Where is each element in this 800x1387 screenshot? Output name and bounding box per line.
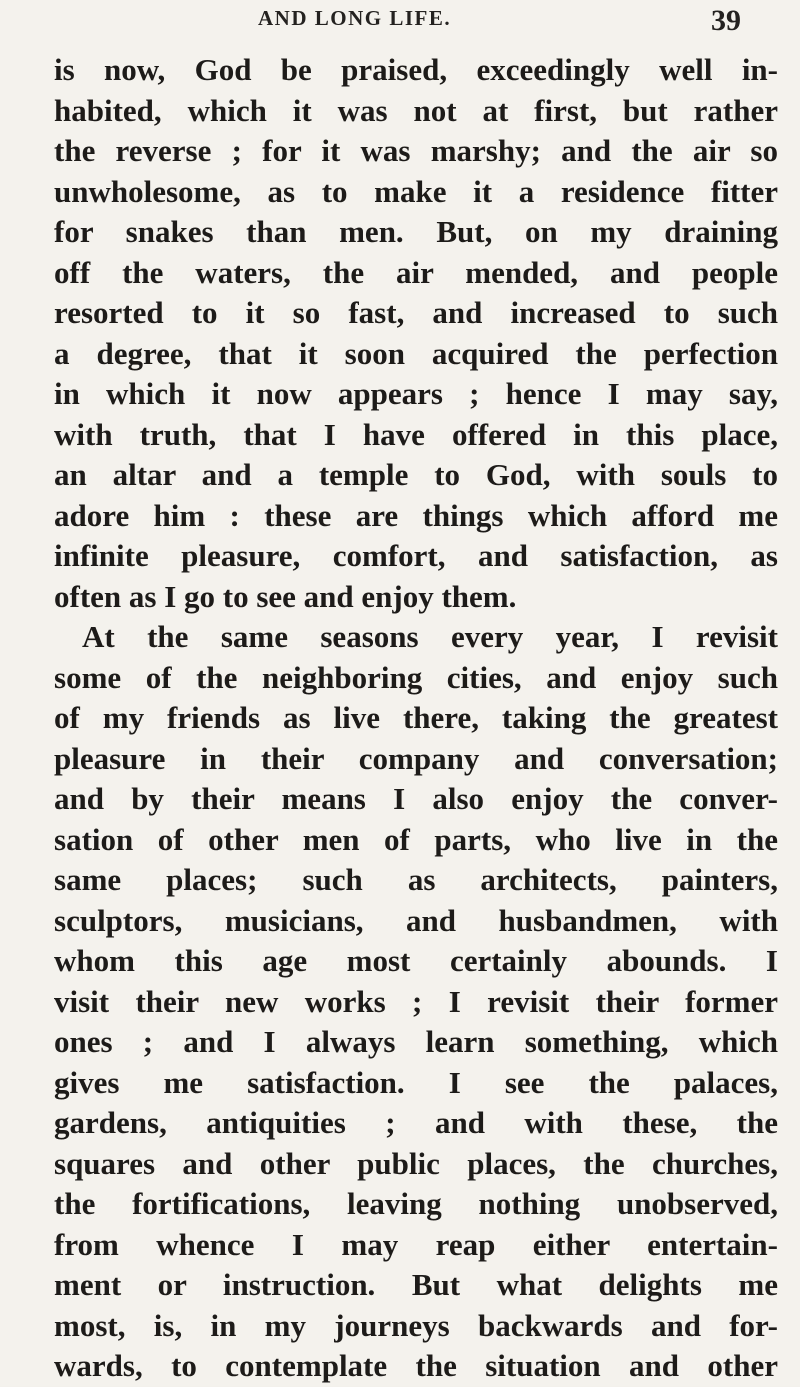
text-line: the reverse ; for it was marshy; and the air so: [54, 133, 778, 168]
paragraph-end-line: often as I go to see and enjoy them.: [54, 578, 517, 614]
body-text: [54, 50, 778, 1387]
running-head: [0, 4, 800, 38]
text-line: with truth, that I have offered in this place,: [54, 416, 778, 452]
text-line: ones ; and I always learn something, which: [54, 1024, 778, 1059]
text-line: squares and other public places, the churches,: [54, 1145, 778, 1181]
text-line: is now, God be praised, exceedingly well in-: [54, 52, 778, 87]
text-line: gives me satisfaction. I see the palaces,: [54, 1064, 778, 1100]
text-line: unwholesome, as to make it a residence fitter: [54, 173, 778, 209]
page-number: 39: [711, 4, 741, 37]
text-line: of my friends as live there, taking the greatest: [54, 700, 778, 735]
paragraph-start-line: At the same seasons every year, I revisit: [82, 619, 778, 654]
text-line: wards, to contemplate the situation and other: [54, 1348, 778, 1383]
text-line: an altar and a temple to God, with souls to: [54, 457, 778, 492]
text-line: infinite pleasure, comfort, and satisfaction, as: [54, 538, 778, 573]
text-line: pleasure in their company and conversation;: [54, 740, 778, 776]
text-line: same places; such as architects, painters,: [54, 862, 778, 897]
text-line: some of the neighboring cities, and enjoy such: [54, 659, 778, 695]
text-line: adore him : these are things which afford me: [54, 497, 778, 533]
text-line: most, is, in my journeys backwards and for-: [54, 1307, 778, 1343]
text-line: and by their means I also enjoy the conver-: [54, 781, 778, 816]
text-line: ment or instruction. But what delights me: [54, 1267, 778, 1302]
text-line: off the waters, the air mended, and people: [54, 254, 778, 290]
text-line: habited, which it was not at first, but rather: [54, 92, 778, 128]
text-line: resorted to it so fast, and increased to such: [54, 295, 778, 330]
running-title: AND LONG LIFE.: [258, 6, 452, 30]
text-line: for snakes than men. But, on my draining: [54, 214, 778, 249]
text-line: gardens, antiquities ; and with these, the: [54, 1105, 778, 1140]
text-line: sculptors, musicians, and husbandmen, with: [54, 902, 778, 938]
text-line: sation of other men of parts, who live in the: [54, 821, 778, 857]
text-line: visit their new works ; I revisit their former: [54, 983, 778, 1019]
text-line: a degree, that it soon acquired the perfection: [54, 335, 778, 371]
text-line: whom this age most certainly abounds. I: [54, 943, 778, 978]
text-line: in which it now appears ; hence I may say,: [54, 376, 778, 411]
text-line: the fortifications, leaving nothing unobserved,: [54, 1186, 778, 1221]
text-line: from whence I may reap either entertain-: [54, 1226, 778, 1262]
